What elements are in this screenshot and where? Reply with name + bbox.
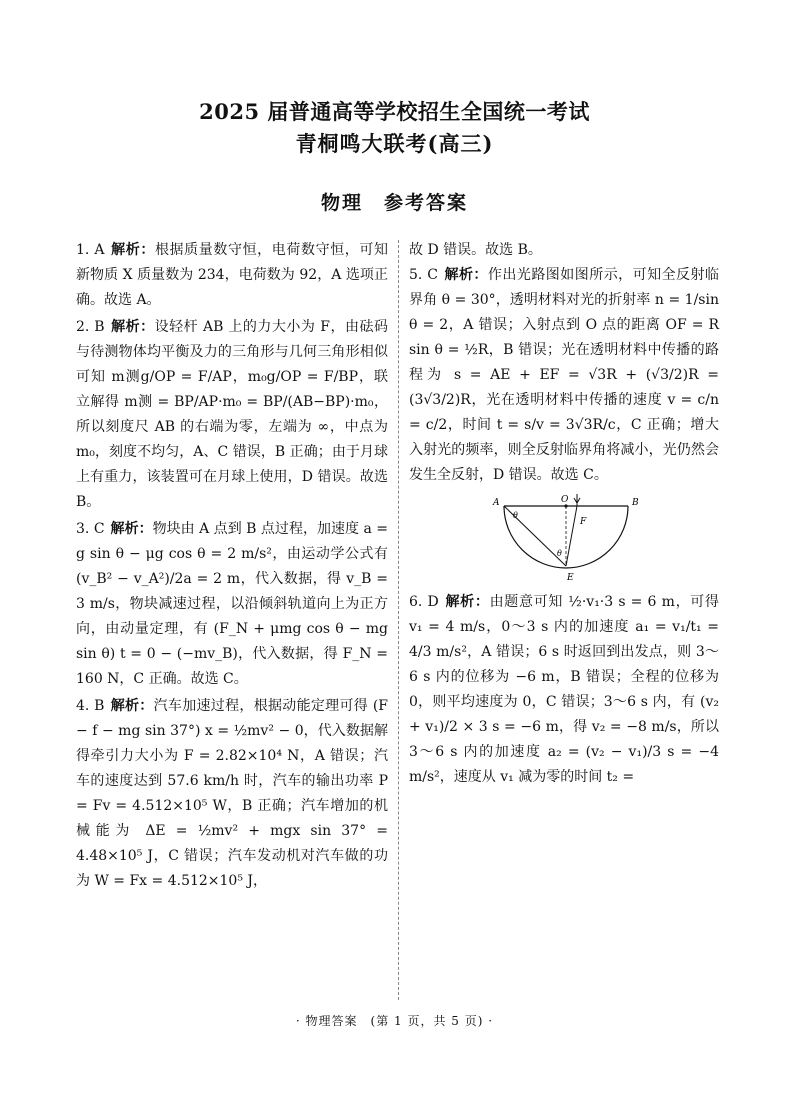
continuation-text: 故 D 错误。故选 B。 bbox=[409, 242, 542, 258]
page-footer: · 物理答案 (第 1 页，共 5 页) · bbox=[295, 1014, 494, 1028]
answer-text: 设轻杆 AB 上的力大小为 F，由砝码与待测物体均平衡及力的三角形与几何三角形相似可知 m测g/OP = F/AP，m₀g/OP = F/BP，联立解得 m测 = BP/AP·m₀ = BP/(AB−BP)·m₀，所以刻度尺 AB 的右端为零，左端为 ∞，中点为 m₀，刻度不均匀，A、C 错误，B 正确；由于月球上有重力，该装置可在月球上使用，D 错误。故选 B。 bbox=[76, 319, 388, 510]
answer-item-1 bbox=[76, 238, 388, 313]
analysis-tag: 解析： bbox=[444, 267, 488, 283]
answer-text: 由题意可知 ½·v₁·3 s = 6 m，可得 v₁ = 4 m/s，0～3 s 内的加速度 a₁ = v₁/t₁ = 4/3 m/s²，A 错误；6 s 时返回到出发点，则 3～6 s 内的位移为 −6 m，B 错误；全程的位移为 0，则平均速度为 0，C 错误；3～6 s 内，有 (v₂ + v₁)/2 × 3 s = −6 m，得 v₂ = −8 m/s，所以 3～6 s 内的加速度 a₂ = (v₂ − v₁)/3 s = −4 m/s²，速度从 v₁ 减为零的时间 t₂ = bbox=[409, 594, 719, 785]
answer-number: 6. D bbox=[409, 594, 439, 610]
answer-text: 物块由 A 点到 B 点过程，加速度 a = g sin θ − μg cos θ = 2 m/s²，由运动学公式有 (v_B² − v_A²)/2a = 2 m，代入数据，得 v_B = 3 m/s，物块减速过程，以沿倾斜轨道向上为正方向，由动量定理，有 (F_N + μmg cos θ − mg sin θ) t = 0 − (−mv_B)，代入数据，得 F_N = 160 N，C 正确。故选 C。 bbox=[76, 521, 389, 687]
answer-text: 根据质量数守恒，电荷数守恒，可知新物质 X 质量数为 234，电荷数为 92，A 选项正确。故选 A。 bbox=[76, 242, 389, 308]
analysis-tag: 解析： bbox=[444, 594, 490, 610]
ray-ef bbox=[566, 506, 577, 566]
analysis-tag: 解析： bbox=[110, 521, 153, 537]
exam-title-line1: 2025 届普通高等学校招生全国统一考试 bbox=[199, 99, 590, 124]
answer-number: 4. B bbox=[76, 698, 105, 714]
answer-item-3 bbox=[76, 517, 388, 692]
left-column bbox=[76, 238, 388, 896]
label-theta-e: θ bbox=[557, 549, 562, 558]
answer-item-5 bbox=[409, 263, 719, 488]
label-b: B bbox=[632, 498, 639, 508]
answer-number: 3. C bbox=[76, 521, 105, 537]
answer-item-4 bbox=[76, 694, 388, 894]
answer-text: 作出光路图如图所示，可知全反射临界角 θ = 30°，透明材料对光的折射率 n = 1/sin θ = 2，A 错误；入射点到 O 点的距离 OF = R sin θ = ½R，B 错误；光在透明材料中传播的路程为 s = AE + EF = √3R + (√3/2)R = (3√3/2)R，光在透明材料中传播的速度 v = c/n = c/2，时间 t = s/v = 3√3R/c，C 正确；增大入射光的频率，则全反射临界角将减小，光仍然会发生全反射，D 错误。故选 C。 bbox=[409, 267, 720, 483]
analysis-tag: 解析： bbox=[110, 242, 155, 258]
light-path-figure bbox=[479, 494, 649, 584]
analysis-tag: 解析： bbox=[110, 698, 154, 714]
exam-title-line2: 青桐鸣大联考(高三) bbox=[295, 131, 494, 156]
answer-text: 汽车加速过程，根据动能定理可得 (F − f − mg sin 37°) x = ½mv² − 0，代入数据解得牵引力大小为 F = 2.82×10⁴ N，A 错误；汽车的速度达到 57.6 km/h 时，汽车的输出功率 P = Fv = 4.512×10⁵ W，B 正确；汽车增加的机械能为 ΔE = ½mv² + mgx sin 37° = 4.48×10⁵ J，C 错误；汽车发动机对汽车做的功为 W = Fx = 4.512×10⁵ J， bbox=[76, 698, 388, 889]
answer-number: 5. C bbox=[409, 267, 438, 283]
answer-item-2 bbox=[76, 315, 388, 515]
answer-number: 1. A bbox=[76, 242, 105, 258]
answer-number: 2. B bbox=[76, 319, 105, 335]
right-column bbox=[409, 238, 719, 792]
column-divider bbox=[398, 240, 399, 1000]
label-a: A bbox=[493, 498, 500, 508]
label-o: O bbox=[561, 495, 569, 505]
page-subtitle: 物理 参考答案 bbox=[320, 192, 468, 214]
analysis-tag: 解析： bbox=[110, 319, 155, 335]
label-theta-a: θ bbox=[513, 511, 518, 520]
label-f: F bbox=[580, 517, 587, 527]
label-e: E bbox=[567, 573, 574, 583]
answer-item-6 bbox=[409, 590, 719, 790]
